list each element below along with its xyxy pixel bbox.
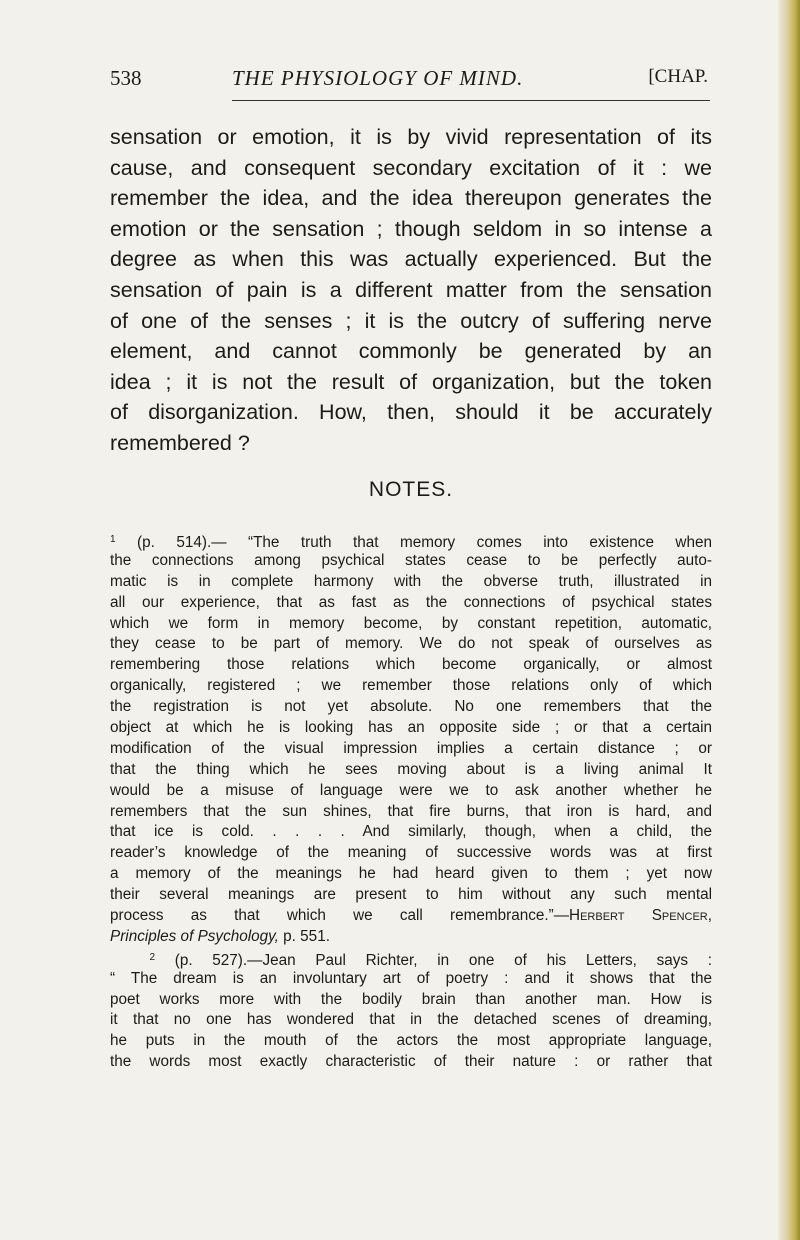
note-line: reader’s knowledge of the meaning of successive words was at first [110,844,712,862]
body-line: element, and cannot commonly be generated by an [110,339,712,364]
note-2-marker: 2 [149,951,155,963]
body-line: of one of the senses ; it is the outcry of suffering nerve [110,308,712,333]
note-2-ref: (p. 527). [174,951,248,969]
note-line: would be a misuse of language were we to ask another whether he [110,781,712,799]
note-line: remembering those relations which become organically, or almost [110,656,712,674]
note-line: all our experience, that as fast as the connections of psychical states [110,593,712,611]
body-line: of disorganization. How, then, should it be accurately [110,400,712,425]
note-line: object at which he is looking has an opposite side ; or that a certain [110,719,712,737]
notes-section [110,530,712,1073]
note-1-source-line [110,927,712,948]
page-number: 538 [110,66,142,90]
note-line: — “The truth that memory comes into existence when [211,534,712,551]
note-1-marker: 1 [110,534,116,545]
note-line: the connections among psychical states cease to be perfectly auto- [110,551,712,569]
note-1-first-line [110,530,712,551]
note-line: they cease to be part of memory. We do not speak of ourselves as [110,635,712,653]
note-line: “ The dream is an involuntary art of poetry : and it shows that the [110,969,712,987]
note-line: the registration is not yet absolute. No one remembers that the [110,698,712,716]
note-line: that the thing which he sees moving about is a living animal It [110,760,712,778]
note-line: modification of the visual impression implies a certain distance ; or [110,739,712,757]
body-line: sensation of pain is a different matter from the sensation [110,277,712,302]
body-line: sensation or emotion, it is by vivid representation of its [110,125,712,149]
note-line: their several meanings are present to him without any such mental [110,886,712,904]
body-paragraph [110,122,712,459]
note-line: which we form in memory become, by constant repetition, automatic, [110,614,712,632]
note-line: remembers that the sun shines, that fire burns, that iron is hard, and [110,802,712,820]
note-line: the words most exactly characteristic of their nature : or rather that [110,1053,712,1071]
note-line: organically, registered ; we remember those relations only of which [110,677,712,695]
note-1-author: Herbert Spencer, [569,907,712,925]
note-1-source-page: p. 551. [283,927,330,945]
body-line: emotion or the sensation ; though seldom in so intense a [110,216,712,241]
note-line: process as that which we call remembrance.”— [110,907,570,925]
note-1-source-title: Principles of Psychology, [110,927,279,945]
chapter-label: [CHAP. [648,66,708,87]
note-line: he puts in the mouth of the actors the most appropriate language, [110,1032,712,1050]
note-line: poet works more with the bodily brain than another man. How is [110,990,712,1008]
note-2-first-line [110,948,712,969]
note-line: a memory of the meanings he had heard given to them ; yet now [110,865,712,883]
body-line: idea ; it is not the result of organization, but the token [110,369,712,394]
note-line: that ice is cold. . . . . And similarly, though, when a child, the [110,823,712,841]
running-head [110,66,708,96]
body-line: remember the idea, and the idea thereupon generates the [110,186,712,211]
page-edge [778,0,800,1240]
body-line: degree as when this was actually experienced. But the [110,247,712,272]
note-line: matic is in complete harmony with the obverse truth, illustrated in [110,572,712,590]
note-1-attribution-line [110,906,712,927]
note-line: it that no one has wondered that in the detached scenes of dreaming, [110,1011,712,1029]
running-title: THE PHYSIOLOGY OF MIND. [232,66,524,90]
header-rule [232,100,710,101]
body-line: cause, and consequent secondary excitation of it : we [110,155,712,180]
note-1-ref: (p. 514). [137,534,212,551]
body-line: remembered ? [110,430,250,455]
note-line: —Jean Paul Richter, in one of his Letters, says : [247,951,712,969]
notes-heading: NOTES. [368,478,454,501]
